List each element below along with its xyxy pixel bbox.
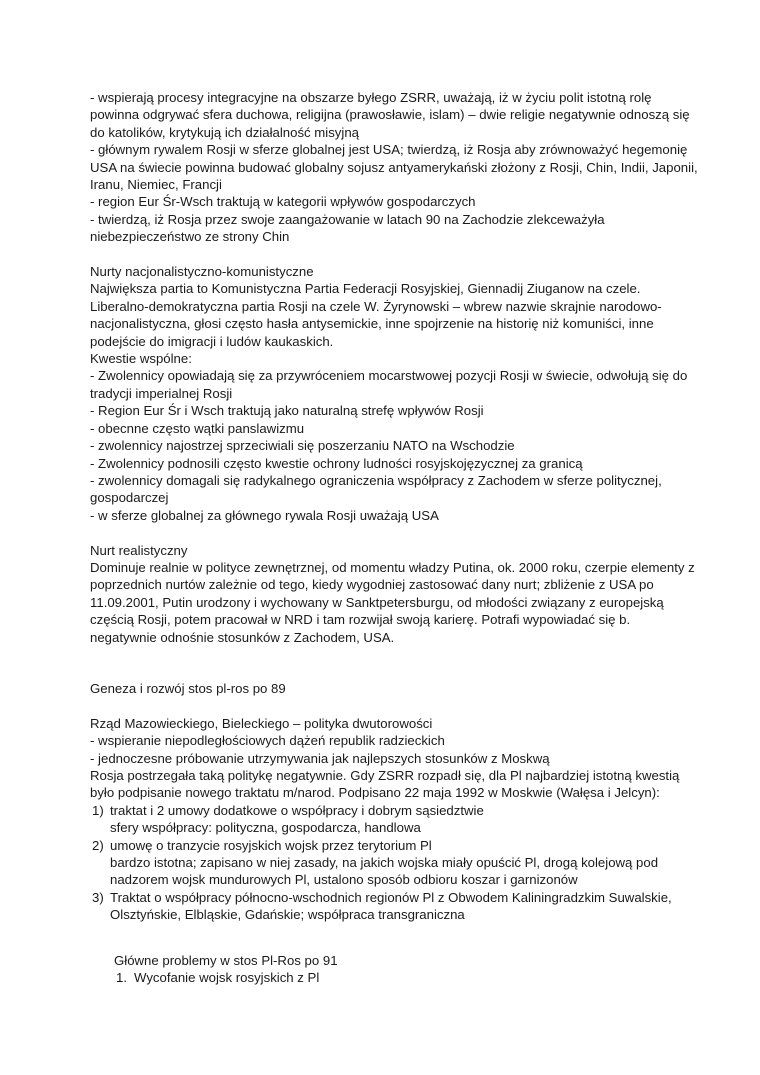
paragraph: Rosja postrzegała taką politykę negatywnie. Gdy ZSRR rozpadł się, dla Pl najbardziej istotną kwestią było podpisanie nowego traktatu m/narod. Podpisano 22 maja 1992 w Moskwie (Wałęsa i Jelcyn): bbox=[90, 767, 680, 801]
paragraph: Dominuje realnie w polityce zewnętrznej, od momentu władzy Putina, ok. 2000 roku, czerpie elementy z poprzednich nurtów zależnie od tego, kiedy wygodniej zastosować dany nurt; zbliżenie z USA po 11.09.2001, Putin urodzony i wychowany w Sanktpetersburgu, od młodości związany z europejską częścią Rosji, potem pracował w NRD i tam rozwijał swoją karierę. Potrafi wypowiadać się b. negatywnie odnośnie stosunków z Zachodem, USA. bbox=[90, 559, 695, 645]
list-item: - Region Eur Śr i Wsch traktują jako naturalną strefę wpływów Rosji bbox=[90, 403, 484, 419]
numbered-list bbox=[114, 969, 700, 986]
list-item-text: Wycofanie wojsk rosyjskich z Pl bbox=[134, 970, 320, 986]
list-item-subtext: bardzo istotna; zapisano w niej zasady, na jakich wojska miały opuścić Pl, drogą kolejową pod nadzorem wojsk mundurowych Pl, ustalono sposób odbioru koszar i garnizonów bbox=[110, 855, 659, 888]
spacer bbox=[90, 524, 700, 541]
numbered-list bbox=[90, 802, 700, 924]
list-number: 2) bbox=[92, 837, 104, 853]
subheading: Kwestie wspólne: bbox=[90, 351, 192, 367]
list-item: - jednoczesne próbowanie utrzymywania jak najlepszych stosunków z Moskwą bbox=[90, 750, 550, 766]
list-item bbox=[90, 837, 700, 889]
section-heading: Główne problemy w stos Pl-Ros po 91 bbox=[114, 952, 338, 968]
list-item-text: traktat i 2 umowy dodatkowe o współpracy i dobrym sąsiedztwie bbox=[110, 802, 484, 818]
list-item: - Zwolennicy opowiadają się za przywróceniem mocarstwowej pozycji Rosji w świecie, odwołują się do tradycji imperialnej Rosji bbox=[90, 368, 688, 401]
list-item: - zwolennicy domagali się radykalnego ograniczenia współpracy z Zachodem w sferze politycznej, gospodarczej bbox=[90, 472, 662, 506]
list-item bbox=[114, 969, 700, 986]
spacer bbox=[90, 924, 700, 952]
section-heading: Nurty nacjonalistyczno-komunistyczne bbox=[90, 264, 314, 280]
list-item: - obecnne często wątki panslawizmu bbox=[90, 420, 305, 436]
list-item-subtext: sfery współpracy: polityczna, gospodarcza, handlowa bbox=[110, 820, 421, 836]
list-item: - w sferze globalnej za głównego rywala Rosji uważają USA bbox=[90, 507, 439, 523]
list-item-text: umowę o tranzycie rosyjskich wojsk przez terytorium Pl bbox=[110, 837, 432, 853]
section-heading: Rząd Mazowieckiego, Bieleckiego – polityka dwutorowości bbox=[90, 715, 433, 731]
list-number: 1. bbox=[116, 970, 127, 986]
paragraph: - głównym rywalem Rosji w sferze globalnej jest USA; twierdzą, iż Rosja aby zrównoważyć hegemonię USA na świecie powinna budować globalny sojusz antyamerykański złożony z Rosji, Chin, Indii, Japonii, Iranu, Niemiec, Francji bbox=[90, 142, 698, 193]
list-item-text: Traktat o współpracy północno-wschodnich regionów Pl z Obwodem Kaliningradzkim Suwalskie, Olsztyńskie, Elbląskie, Gdańskie; współpraca transgraniczna bbox=[110, 889, 672, 923]
spacer bbox=[90, 646, 700, 680]
spacer bbox=[90, 246, 700, 263]
list-item: - wspieranie niepodległościowych dążeń republik radzieckich bbox=[90, 733, 445, 749]
section-heading: Nurt realistyczny bbox=[90, 542, 188, 558]
list-item: - zwolennicy najostrzej sprzeciwiali się poszerzaniu NATO na Wschodzie bbox=[90, 438, 515, 454]
list-item: - Zwolennicy podnosili często kwestie ochrony ludności rosyjskojęzycznej za granicą bbox=[90, 455, 583, 471]
list-item bbox=[90, 889, 700, 924]
paragraph: - wspierają procesy integracyjne na obszarze byłego ZSRR, uważają, iż w życiu polit istotną rolę powinna odgrywać sfera duchowa, religijna (prawosławie, islam) – dwie religie negatywnie odnoszą się do katolików, krytykują ich działalność misyjną bbox=[90, 90, 690, 140]
list-item bbox=[90, 802, 700, 837]
list-number: 3) bbox=[92, 889, 104, 905]
list-number: 1) bbox=[92, 802, 104, 818]
paragraph: Największa partia to Komunistyczna Partia Federacji Rosyjskiej, Giennadij Ziuganow na czele. Liberalno-demokratyczna partia Rosji na czele W. Żyrynowski – wbrew nazwie skrajnie narodowo-nacjonalistyczna, głosi często hasła antysemickie, inne spojrzenie na historię niż komuniści, inne podejście do imigracji i ludów kaukaskich. bbox=[90, 281, 662, 349]
section-heading: Geneza i rozwój stos pl-ros po 89 bbox=[90, 680, 286, 696]
subsection bbox=[90, 952, 700, 987]
paragraph: - twierdzą, iż Rosja przez swoje zaangażowanie w latach 90 na Zachodzie zlekceważyła niebezpieczeństwo ze strony Chin bbox=[90, 211, 605, 245]
spacer bbox=[90, 697, 700, 714]
paragraph: - region Eur Śr-Wsch traktują w kategorii wpływów gospodarczych bbox=[90, 194, 476, 210]
